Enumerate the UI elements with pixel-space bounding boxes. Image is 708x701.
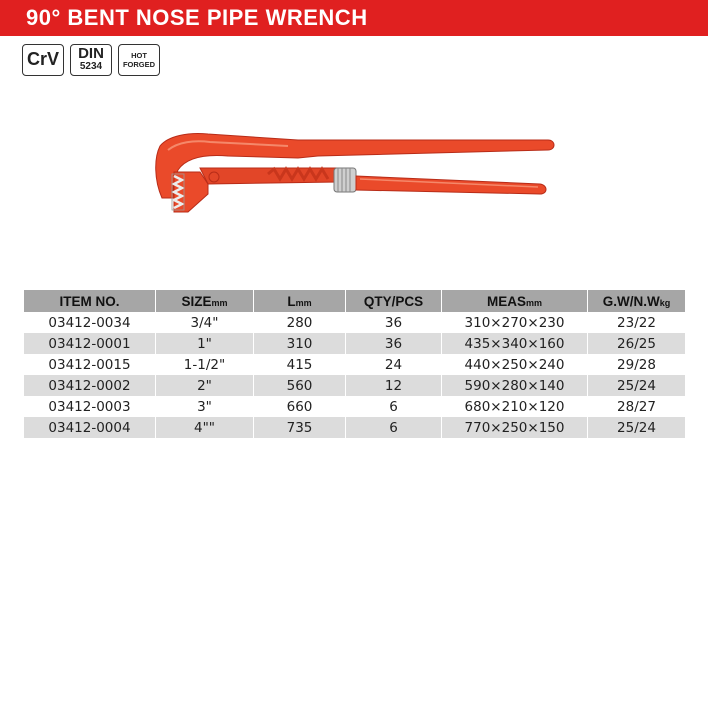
cell-meas: 680×210×120 [442, 396, 588, 417]
cell-length: 660 [254, 396, 346, 417]
cell-qty: 6 [346, 417, 442, 438]
cell-length: 735 [254, 417, 346, 438]
cell-size: 3" [156, 396, 254, 417]
cell-item: 03412-0001 [24, 333, 156, 354]
cell-length: 310 [254, 333, 346, 354]
cell-qty: 6 [346, 396, 442, 417]
cell-meas: 440×250×240 [442, 354, 588, 375]
cell-item: 03412-0015 [24, 354, 156, 375]
cell-qty: 36 [346, 333, 442, 354]
cell-qty: 24 [346, 354, 442, 375]
crv-badge [22, 44, 64, 76]
cell-meas: 435×340×160 [442, 333, 588, 354]
spec-table [23, 290, 686, 438]
table-row [24, 417, 686, 438]
hot-forged-line2: FORGED [122, 60, 156, 69]
cell-size: 3/4" [156, 312, 254, 333]
cell-meas: 770×250×150 [442, 417, 588, 438]
cell-qty: 36 [346, 312, 442, 333]
hot-forged-badge [118, 44, 160, 76]
col-qty: QTY/PCS [346, 290, 442, 312]
col-weight: G.W/N.Wkg [588, 290, 686, 312]
cell-weight: 28/27 [588, 396, 686, 417]
cell-size: 1" [156, 333, 254, 354]
cell-qty: 12 [346, 375, 442, 396]
cell-size: 4"" [156, 417, 254, 438]
cell-weight: 26/25 [588, 333, 686, 354]
cell-size: 2" [156, 375, 254, 396]
din-badge [70, 44, 112, 76]
table-row [24, 375, 686, 396]
cell-weight: 25/24 [588, 375, 686, 396]
hot-forged-line1: HOT [131, 51, 147, 60]
cell-meas: 590×280×140 [442, 375, 588, 396]
cell-length: 560 [254, 375, 346, 396]
cell-weight: 25/24 [588, 417, 686, 438]
cell-meas: 310×270×230 [442, 312, 588, 333]
cell-item: 03412-0003 [24, 396, 156, 417]
table-header-row [24, 290, 686, 312]
table-row [24, 354, 686, 375]
cell-item: 03412-0002 [24, 375, 156, 396]
cell-length: 415 [254, 354, 346, 375]
cell-weight: 29/28 [588, 354, 686, 375]
col-meas: MEASmm [442, 290, 588, 312]
table-row [24, 333, 686, 354]
cell-item: 03412-0034 [24, 312, 156, 333]
page-title: 90° BENT NOSE PIPE WRENCH [26, 5, 368, 30]
col-item-no: ITEM NO. [24, 290, 156, 312]
cell-item: 03412-0004 [24, 417, 156, 438]
din-badge-line2: 5234 [79, 61, 103, 72]
pipe-wrench-image [148, 128, 558, 228]
cell-weight: 23/22 [588, 312, 686, 333]
col-size: SIZEmm [156, 290, 254, 312]
title-bar [0, 0, 708, 36]
table-row [24, 312, 686, 333]
din-badge-line1: DIN [78, 45, 104, 62]
cell-length: 280 [254, 312, 346, 333]
col-length: Lmm [254, 290, 346, 312]
table-row [24, 396, 686, 417]
cell-size: 1-1/2" [156, 354, 254, 375]
crv-badge-label: CrV [26, 49, 59, 69]
